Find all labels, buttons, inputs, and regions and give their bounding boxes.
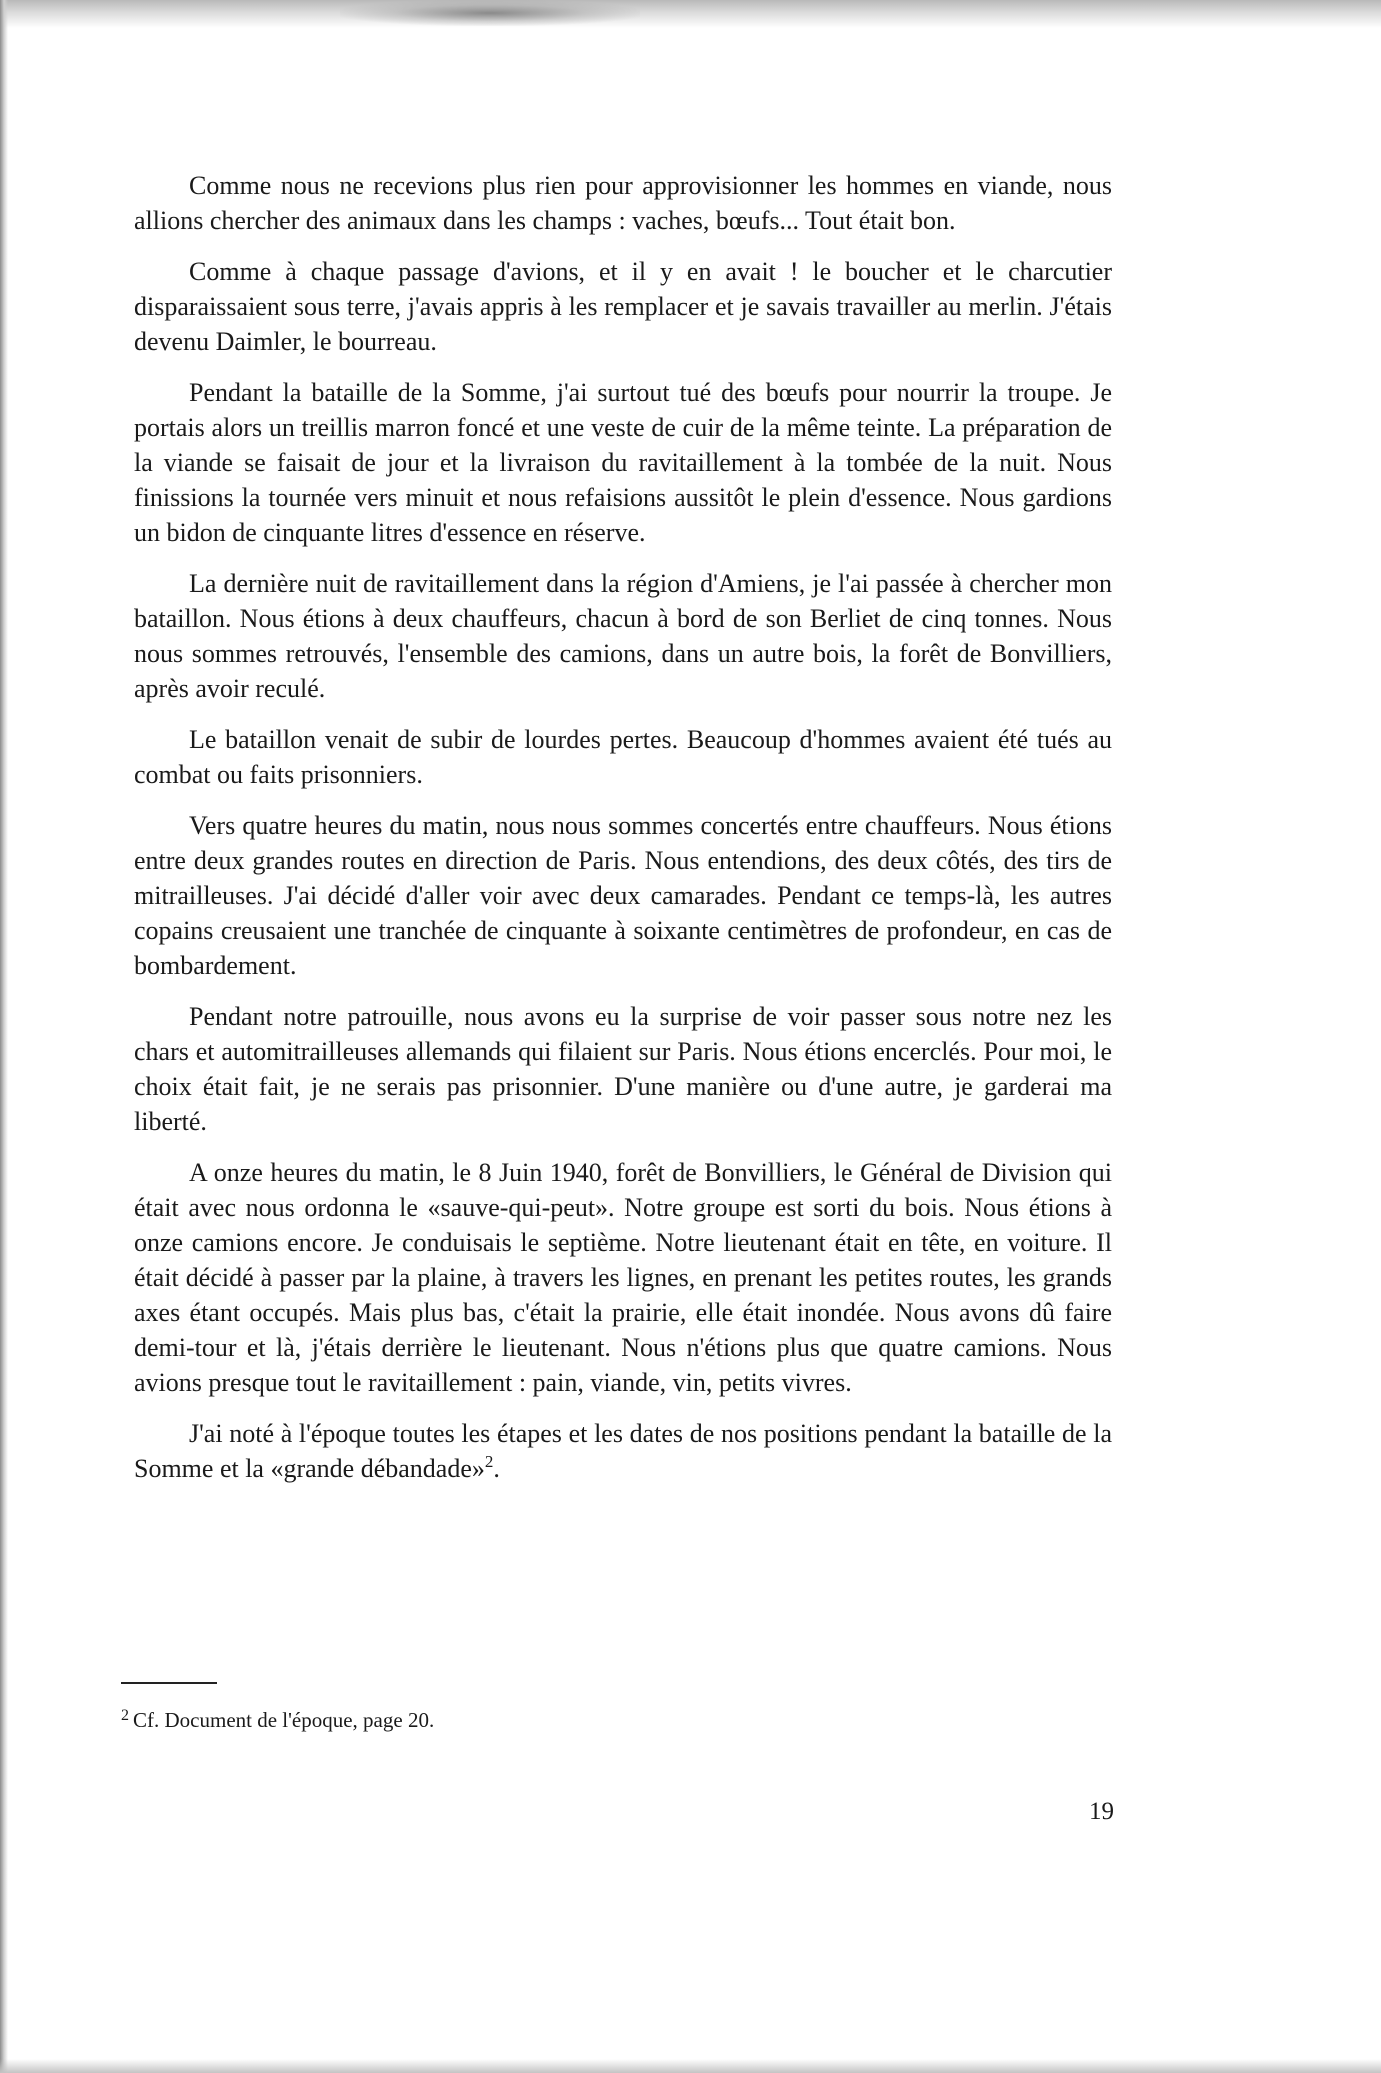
paragraph-8: A onze heures du matin, le 8 Juin 1940, forêt de Bonvilliers, le Général de Division qui était avec nous ordonna le «sauve-qui-peut». Notre groupe est sorti du bois. Nous étions à onze camions encore. Je conduisais le septième. Notre lieutenant était en tête, en voiture. Il était décidé à passer par la plaine, à travers les lignes, en prenant les petites routes, les grands axes étant occupés. Mais plus bas, c'était la prairie, elle était inondée. Nous avons dû faire demi-tour et là, j'étais derrière le lieutenant. Nous n'étions plus que quatre camions. Nous avions presque tout le ravitaillement : pain, viande, vin, petits vivres.	[134, 1158, 1112, 1397]
scan-shadow-top	[0, 0, 1381, 28]
paragraph-9-text: J'ai noté à l'époque toutes les étapes et les dates de nos positions pendant la bataille de la Somme et la «grande débandade»	[134, 1419, 1112, 1483]
page-number: 19	[1089, 1798, 1114, 1825]
paragraph-7: Pendant notre patrouille, nous avons eu la surprise de voir passer sous notre nez les chars et automitrailleuses allemands qui filaient sur Paris. Nous étions encerclés. Pour moi, le choix était fait, je ne serais pas prisonnier. D'une manière ou d'une autre, je garderai ma liberté.	[134, 1002, 1112, 1136]
scan-edge-bottom	[0, 2059, 1381, 2073]
paragraph-5: Le bataillon venait de subir de lourdes pertes. Beaucoup d'hommes avaient été tués au combat ou faits prisonniers.	[134, 725, 1112, 789]
paragraph-1: Comme nous ne recevions plus rien pour approvisionner les hommes en viande, nous allions chercher des animaux dans les champs : vaches, bœufs... Tout était bon.	[134, 171, 1112, 235]
scan-edge-left	[0, 0, 8, 2073]
paragraph-4: La dernière nuit de ravitaillement dans la région d'Amiens, je l'ai passée à chercher mon bataillon. Nous étions à deux chauffeurs, chacun à bord de son Berliet de cinq tonnes. Nous nous sommes retrouvés, l'ensemble des camions, dans un autre bois, la forêt de Bonvilliers, après avoir reculé.	[134, 569, 1112, 703]
footnote-text: Cf. Document de l'époque, page 20.	[133, 1708, 435, 1732]
paragraph-6: Vers quatre heures du matin, nous nous sommes concertés entre chauffeurs. Nous étions entre deux grandes routes en direction de Paris. Nous entendions, des deux côtés, des tirs de mitrailleuses. J'ai décidé d'aller voir avec deux camarades. Pendant ce temps-là, les autres copains creusaient une tranchée de cinquante à soixante centimètres de profondeur, en cas de bombardement.	[134, 811, 1112, 980]
footnote-number: 2	[121, 1707, 129, 1724]
footnote-reference: 2	[484, 1452, 494, 1471]
paragraph-2: Comme à chaque passage d'avions, et il y en avait ! le boucher et le charcutier disparaissaient sous terre, j'avais appris à les remplacer et je savais travailler au merlin. J'étais devenu Daimler, le bourreau.	[134, 257, 1112, 356]
paragraph-3: Pendant la bataille de la Somme, j'ai surtout tué des bœufs pour nourrir la troupe. Je portais alors un treillis marron foncé et une veste de cuir de la même teinte. La préparation de la viande se faisait de jour et la livraison du ravitaillement à la tombée de la nuit. Nous finissions la tournée vers minuit et nous refaisions aussitôt le plein d'essence. Nous gardions un bidon de cinquante litres d'essence en réserve.	[134, 378, 1112, 547]
page-body	[134, 168, 1112, 1502]
footnote	[121, 1706, 1021, 1734]
paragraph-9	[134, 1416, 1112, 1486]
paragraph-9-period: .	[493, 1454, 500, 1483]
footnote-divider	[121, 1682, 217, 1684]
